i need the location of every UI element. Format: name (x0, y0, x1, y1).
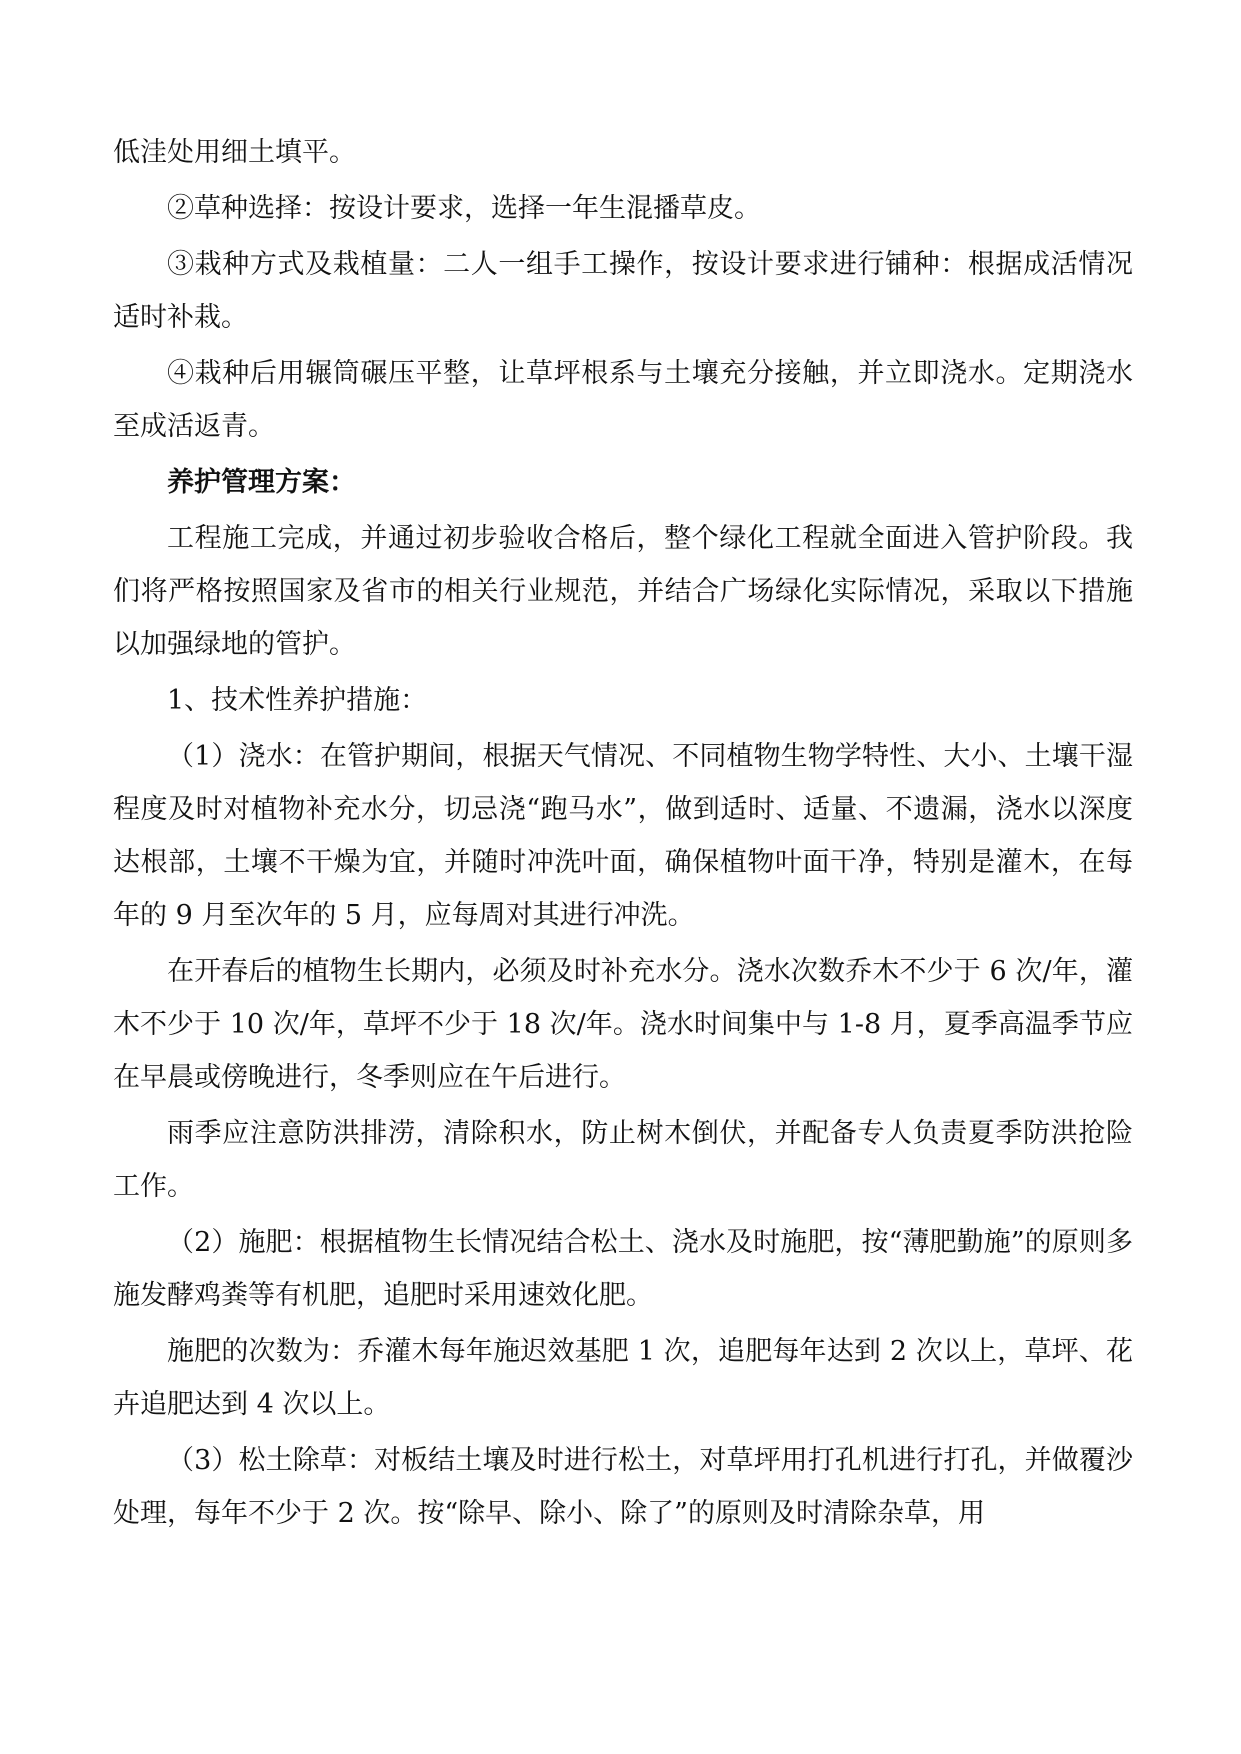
paragraph-grass-selection: ②草种选择：按设计要求，选择一年生混播草皮。 (167, 193, 761, 224)
document-page (113, 126, 1133, 1543)
paragraph-fertilizing-frequency: 施肥的次数为：乔灌木每年施迟效基肥 1 次，追肥每年达到 2 次以上，草坪、花卉追肥达到 4 次以上。 (113, 1336, 1133, 1420)
paragraph-loosening-weeding: （3）松土除草：对板结土壤及时进行松土，对草坪用打孔机进行打孔，并做覆沙处理，每年不少于 2 次。按“除早、除小、除了”的原则及时清除杂草，用 (113, 1445, 1133, 1529)
paragraph-maintenance-intro: 工程施工完成，并通过初步验收合格后，整个绿化工程就全面进入管护阶段。我们将严格按照国家及省市的相关行业规范，并结合广场绿化实际情况，采取以下措施以加强绿地的管护。 (113, 523, 1133, 660)
paragraph-fertilizing: （2）施肥：根据植物生长情况结合松土、浇水及时施肥，按“薄肥勤施”的原则多施发酵鸡粪等有机肥，追肥时采用速效化肥。 (113, 1227, 1133, 1311)
paragraph-rainy-season: 雨季应注意防洪排涝，清除积水，防止树木倒伏，并配备专人负责夏季防洪抢险工作。 (113, 1118, 1133, 1202)
paragraph-watering: （1）浇水：在管护期间，根据天气情况、不同植物生物学特性、大小、土壤干湿程度及时对植物补充水分，切忌浇“跑马水”，做到适时、适量、不遗漏，浇水以深度达根部，土壤不干燥为宜，并随时冲洗叶面，确保植物叶面干净，特别是灌木，在每年的 9 月至次年的 5 月，应每周对其进行冲洗。 (113, 741, 1133, 931)
paragraph-technical-measures: 1、技术性养护措施： (167, 685, 428, 716)
paragraph-rolling-watering: ④栽种后用辗筒碾压平整，让草坪根系与土壤充分接触，并立即浇水。定期浇水至成活返青。 (113, 358, 1133, 442)
paragraph-continuation: 低洼处用细土填平。 (113, 137, 356, 168)
section-heading-maintenance: 养护管理方案： (167, 467, 356, 498)
paragraph-planting-method: ③栽种方式及栽植量：二人一组手工操作，按设计要求进行铺种：根据成活情况适时补栽。 (113, 249, 1133, 333)
paragraph-spring-watering: 在开春后的植物生长期内，必须及时补充水分。浇水次数乔木不少于 6 次/年，灌木不少于 10 次/年，草坪不少于 18 次/年。浇水时间集中与 1-8 月，夏季高温季节应在早晨或傍晚进行，冬季则应在午后进行。 (113, 956, 1133, 1093)
